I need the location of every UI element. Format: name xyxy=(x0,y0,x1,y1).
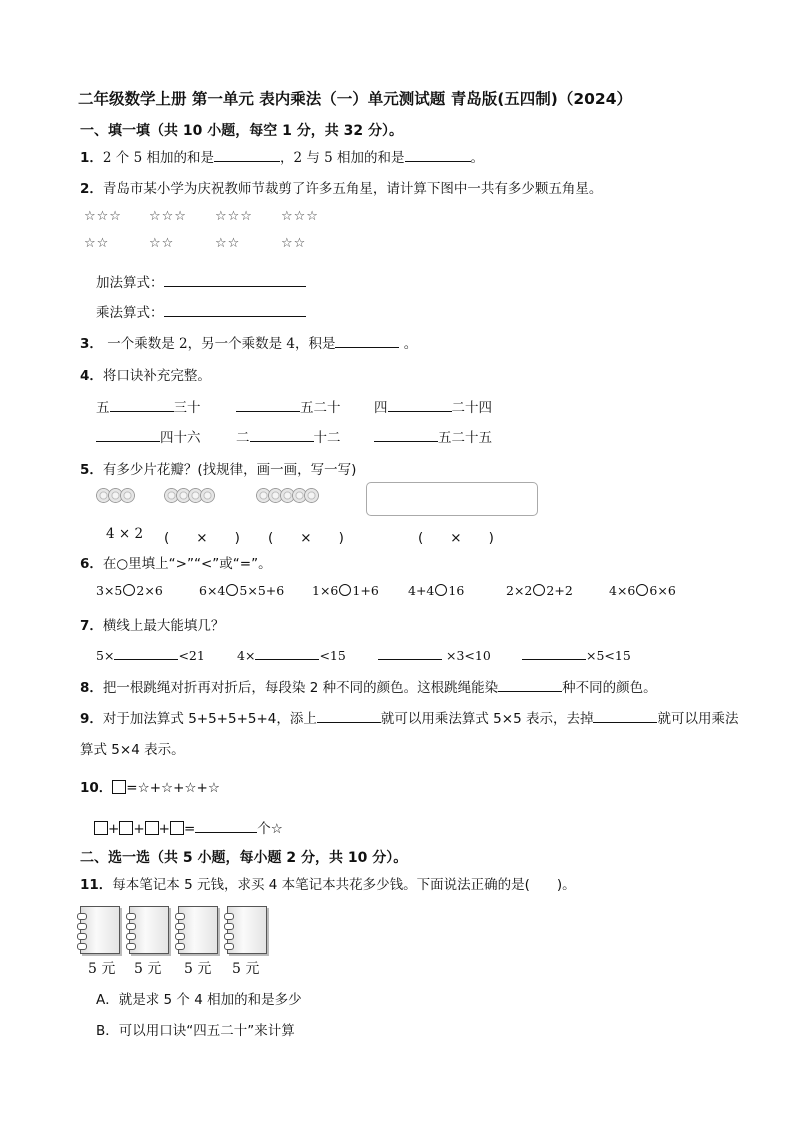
question-number: 7． xyxy=(80,618,103,634)
inequality-text: ×3<10 xyxy=(442,648,491,663)
notebook-icon xyxy=(178,906,218,954)
question-number: 11． xyxy=(80,877,113,893)
inequality-text: <21 xyxy=(178,648,205,663)
compare-left: 6×4 xyxy=(199,583,226,598)
notebook-icon xyxy=(80,906,120,954)
question-number: 3． xyxy=(80,336,103,352)
compare-circle[interactable] xyxy=(123,584,135,596)
square-symbol xyxy=(94,821,108,835)
question-text: 在○里填上“>”“<”或“=”。 xyxy=(102,556,272,572)
compare-circle[interactable] xyxy=(636,584,648,596)
flower-group xyxy=(256,487,316,503)
flower-icon xyxy=(304,488,319,503)
rhyme-item xyxy=(96,396,201,416)
operator: + xyxy=(108,821,120,837)
question-text: 横线上最大能填几？ xyxy=(102,618,225,634)
rhyme-item xyxy=(374,426,492,446)
question-5 xyxy=(80,458,356,478)
square-symbol xyxy=(119,821,133,835)
compare-item xyxy=(506,583,573,598)
answer-blank[interactable] xyxy=(405,147,471,162)
question-text: 对于加法算式 5+5+5+5+4，添上 xyxy=(102,711,317,727)
question-number: 5． xyxy=(80,462,103,478)
option-a[interactable]: A．就是求 5 个 4 相加的和是多少 xyxy=(96,992,302,1008)
notebook-icon xyxy=(129,906,169,954)
expression-blank[interactable]: ( × ) xyxy=(164,530,240,546)
rhyme-text: 四 xyxy=(374,400,388,416)
compare-item xyxy=(96,583,163,598)
answer-blank[interactable] xyxy=(110,397,174,412)
question-text: 2 个 5 相加的和是 xyxy=(102,150,214,166)
compare-circle[interactable] xyxy=(226,584,238,596)
operator: + xyxy=(158,821,170,837)
price-label: 5 元 xyxy=(184,961,212,977)
compare-circle[interactable] xyxy=(339,584,351,596)
question-11 xyxy=(80,873,576,893)
question-number: 1． xyxy=(80,150,103,166)
compare-right: 2×6 xyxy=(136,583,163,598)
question-2 xyxy=(80,177,602,197)
question-number: 9． xyxy=(80,711,103,727)
question-10-equation xyxy=(94,817,283,837)
rhyme-text: 五二十五 xyxy=(438,430,492,446)
rhyme-text: 五二十 xyxy=(300,400,341,416)
multiplication-formula-row xyxy=(96,301,306,321)
rhyme-text: 四十六 xyxy=(160,430,201,446)
price-label: 5 元 xyxy=(232,961,260,977)
answer-blank[interactable] xyxy=(255,645,319,660)
price-label: 5 元 xyxy=(134,961,162,977)
expression-blank[interactable]: ( × ) xyxy=(418,530,494,546)
compare-item xyxy=(609,583,676,598)
inequality-item xyxy=(522,645,631,663)
price-label: 5 元 xyxy=(88,961,116,977)
answer-blank[interactable] xyxy=(214,147,280,162)
operator: = xyxy=(183,821,196,837)
question-10 xyxy=(80,776,220,796)
question-text: 。 xyxy=(399,336,418,352)
star-group: ☆☆ xyxy=(149,236,175,251)
question-8 xyxy=(80,676,657,696)
answer-blank[interactable] xyxy=(593,708,657,723)
rhyme-text: 五 xyxy=(96,400,110,416)
equation-text: =☆+☆+☆+☆ xyxy=(126,780,220,796)
question-text: 把一根跳绳对折再对折后，每段染 2 种不同的颜色。这根跳绳能染 xyxy=(102,680,499,696)
page-title: 二年级数学上册 第一单元 表内乘法（一）单元测试题 青岛版(五四制)（2024） xyxy=(78,90,632,108)
expression-blank[interactable]: ( × ) xyxy=(268,530,344,546)
operator: + xyxy=(133,821,145,837)
equation-text: 个☆ xyxy=(257,821,283,837)
compare-left: 1×6 xyxy=(312,583,339,598)
square-symbol xyxy=(170,821,184,835)
flower-icon xyxy=(120,488,135,503)
compare-left: 2×2 xyxy=(506,583,533,598)
answer-blank[interactable] xyxy=(335,333,399,348)
inequality-text: <15 xyxy=(319,648,346,663)
star-group: ☆☆☆ xyxy=(84,209,122,224)
notebook-icon xyxy=(227,906,267,954)
question-number: 8． xyxy=(80,680,103,696)
rhyme-item xyxy=(236,396,341,416)
star-group: ☆☆☆ xyxy=(215,209,253,224)
answer-blank[interactable] xyxy=(317,708,381,723)
answer-blank[interactable] xyxy=(250,427,314,442)
question-number: 4． xyxy=(80,368,103,384)
flower-group xyxy=(164,487,212,503)
question-text: 将口诀补充完整。 xyxy=(102,368,211,384)
question-text: 就可以用乘法算式 5×5 表示，去掉 xyxy=(380,711,594,727)
answer-blank[interactable] xyxy=(164,302,306,317)
flower-group xyxy=(96,487,132,503)
square-symbol xyxy=(112,780,126,794)
rhyme-item xyxy=(374,396,492,416)
inequality-item xyxy=(378,645,491,663)
compare-circle[interactable] xyxy=(435,584,447,596)
question-number: 2． xyxy=(80,181,103,197)
answer-blank[interactable] xyxy=(96,427,160,442)
star-group: ☆☆ xyxy=(215,236,241,251)
rhyme-item xyxy=(96,426,201,446)
compare-right: 1+6 xyxy=(352,583,379,598)
section-2-heading: 二、选一选（共 5 小题，每小题 2 分，共 10 分）。 xyxy=(80,850,408,866)
question-text: 青岛市某小学为庆祝教师节裁剪了许多五角星，请计算下图中一共有多少颗五角星。 xyxy=(102,181,603,197)
rhyme-text: 十二 xyxy=(313,430,341,446)
rhyme-text: 二十四 xyxy=(451,400,492,416)
answer-blank[interactable] xyxy=(498,677,562,692)
rhyme-item xyxy=(236,426,341,446)
answer-blank[interactable] xyxy=(195,818,257,833)
compare-item xyxy=(199,583,284,598)
question-3 xyxy=(80,332,417,352)
question-7 xyxy=(80,614,224,634)
expression-label: 4 × 2 xyxy=(106,526,144,542)
question-9-continued: 算式 5×4 表示。 xyxy=(80,742,185,758)
compare-right: 2+2 xyxy=(546,583,573,598)
question-text: 每本笔记本 5 元钱，求买 4 本笔记本共花多少钱。下面说法正确的是( )。 xyxy=(112,877,576,893)
inequality-item xyxy=(96,645,205,663)
question-number: 10． xyxy=(80,780,113,796)
compare-right: 6×6 xyxy=(649,583,676,598)
question-text: 有多少片花瓣？(找规律，画一画，写一写) xyxy=(102,462,357,478)
compare-right: 16 xyxy=(448,583,465,598)
answer-blank[interactable] xyxy=(378,645,442,660)
addition-formula-row xyxy=(96,271,306,291)
answer-blank[interactable] xyxy=(522,645,586,660)
compare-circle[interactable] xyxy=(533,584,545,596)
star-group: ☆☆ xyxy=(84,236,110,251)
rhyme-text: 三十 xyxy=(173,400,201,416)
square-symbol xyxy=(145,821,159,835)
question-4 xyxy=(80,364,211,384)
star-group: ☆☆☆ xyxy=(281,209,319,224)
answer-blank[interactable] xyxy=(374,427,438,442)
star-group: ☆☆☆ xyxy=(149,209,187,224)
section-1-heading: 一、填一填（共 10 小题，每空 1 分，共 32 分）。 xyxy=(80,123,403,139)
question-9 xyxy=(80,707,738,727)
compare-item xyxy=(408,583,464,598)
question-number: 6． xyxy=(80,556,103,572)
question-text: 一个乘数是 2，另一个乘数是 4，积是 xyxy=(102,336,336,352)
addition-formula-label: 加法算式： xyxy=(96,275,164,291)
multiplication-formula-label: 乘法算式： xyxy=(96,305,164,321)
compare-left: 3×5 xyxy=(96,583,123,598)
answer-blank[interactable] xyxy=(388,397,452,412)
compare-item xyxy=(312,583,379,598)
flower-icon xyxy=(200,488,215,503)
rhyme-text: 二 xyxy=(236,430,250,446)
drawing-box[interactable] xyxy=(366,482,538,516)
compare-left: 4+4 xyxy=(408,583,435,598)
option-b[interactable]: B．可以用口诀“四五二十”来计算 xyxy=(96,1023,295,1039)
question-6 xyxy=(80,552,272,572)
inequality-text: 4× xyxy=(237,648,256,663)
inequality-text: 5× xyxy=(96,648,115,663)
answer-blank[interactable] xyxy=(236,397,300,412)
inequality-item xyxy=(237,645,346,663)
compare-right: 5×5+6 xyxy=(239,583,285,598)
question-text: ，2 与 5 相加的和是 xyxy=(279,150,405,166)
compare-left: 4×6 xyxy=(609,583,636,598)
star-group: ☆☆ xyxy=(281,236,307,251)
question-text: 。 xyxy=(470,150,485,166)
answer-blank[interactable] xyxy=(164,272,306,287)
question-text: 就可以用乘法 xyxy=(657,711,739,727)
inequality-text: ×5<15 xyxy=(586,648,631,663)
question-text: 种不同的颜色。 xyxy=(562,680,657,696)
answer-blank[interactable] xyxy=(114,645,178,660)
question-1 xyxy=(80,146,484,166)
